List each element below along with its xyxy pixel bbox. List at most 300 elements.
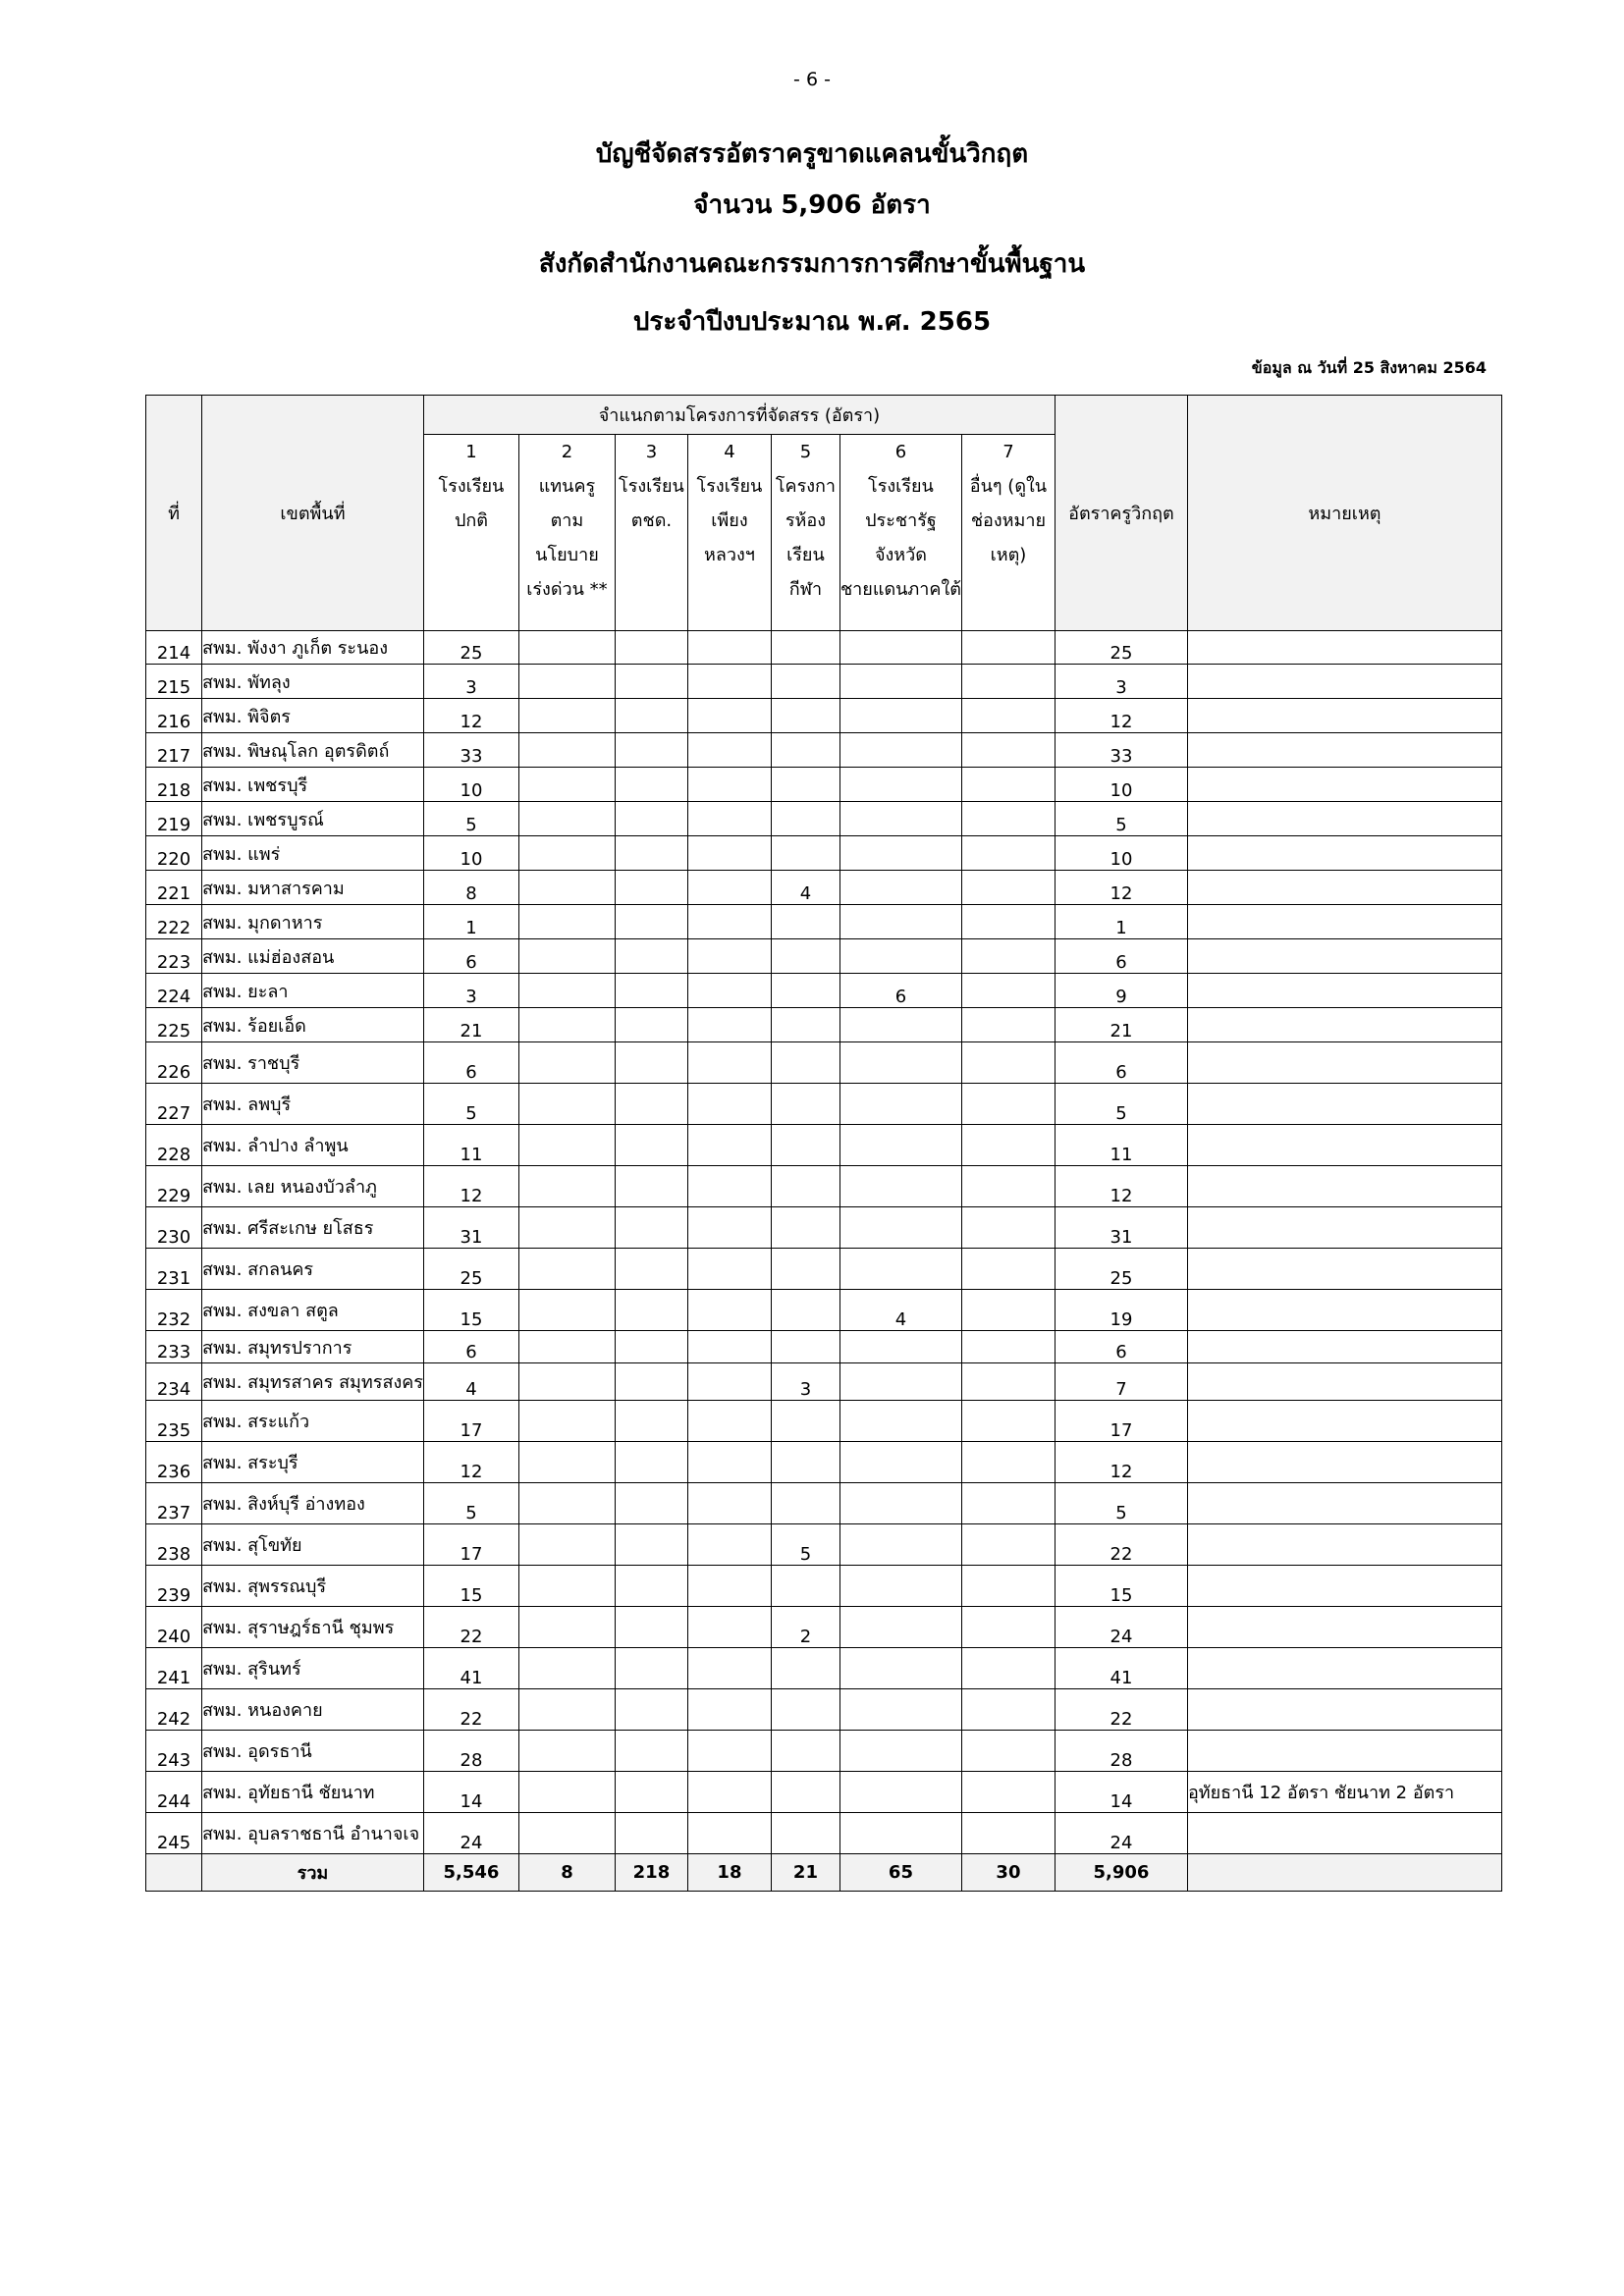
cell-c6	[839, 733, 961, 768]
totals-c6: 65	[839, 1854, 961, 1892]
document-title-line-3: สังกัดสำนักงานคณะกรรมการการศึกษาขั้นพื้นฐาน	[538, 249, 1086, 279]
cell-remark	[1187, 733, 1501, 768]
cell-c4	[687, 1566, 771, 1607]
cell-c2	[518, 802, 615, 836]
cell-c6	[839, 1689, 961, 1731]
header-col-label-line: โรงเรียน	[438, 476, 505, 497]
table-row	[146, 1813, 1502, 1854]
cell-c4	[687, 1813, 771, 1854]
header-col-7	[961, 435, 1055, 631]
cell-area: สพม. อุทัยธานี ชัยนาท	[202, 1772, 424, 1813]
cell-c5	[771, 1689, 839, 1731]
cell-c5	[771, 1813, 839, 1854]
as-of-date: ข้อมูล ณ วันที่ 25 สิงหาคม 2564	[1251, 358, 1487, 377]
cell-no: 230	[146, 1207, 202, 1249]
cell-total: 22	[1055, 1524, 1187, 1566]
cell-c5	[771, 1207, 839, 1249]
table-row	[146, 1084, 1502, 1125]
cell-c5: 2	[771, 1607, 839, 1648]
cell-c6: 6	[839, 974, 961, 1008]
cell-c4	[687, 1008, 771, 1042]
cell-c5	[771, 1483, 839, 1524]
cell-c1: 10	[423, 836, 518, 871]
cell-c2	[518, 1125, 615, 1166]
table-row	[146, 1566, 1502, 1607]
cell-c5	[771, 802, 839, 836]
cell-c5: 4	[771, 871, 839, 905]
cell-no: 220	[146, 836, 202, 871]
cell-c4	[687, 1125, 771, 1166]
cell-c2	[518, 974, 615, 1008]
cell-total: 31	[1055, 1207, 1187, 1249]
cell-total: 10	[1055, 836, 1187, 871]
header-col-label-line: โรงเรียน	[868, 476, 934, 497]
cell-no: 242	[146, 1689, 202, 1731]
cell-no: 219	[146, 802, 202, 836]
cell-remark	[1187, 905, 1501, 939]
cell-total: 6	[1055, 939, 1187, 974]
table-row	[146, 1524, 1502, 1566]
cell-remark	[1187, 1401, 1501, 1442]
cell-c1: 5	[423, 802, 518, 836]
cell-c2	[518, 1207, 615, 1249]
cell-c7	[961, 802, 1055, 836]
cell-c3	[615, 802, 687, 836]
cell-c7	[961, 1084, 1055, 1125]
cell-area: สพม. พิจิตร	[202, 699, 424, 733]
cell-c6	[839, 905, 961, 939]
header-col-label-line: หลวงฯ	[704, 545, 755, 565]
cell-c4	[687, 1042, 771, 1084]
cell-c1: 24	[423, 1813, 518, 1854]
cell-c7	[961, 1042, 1055, 1084]
cell-no: 225	[146, 1008, 202, 1042]
totals-c5: 21	[771, 1854, 839, 1892]
cell-c7	[961, 1125, 1055, 1166]
cell-c4	[687, 1249, 771, 1290]
header-col-label-line: เพียง	[711, 510, 748, 531]
cell-no: 245	[146, 1813, 202, 1854]
cell-area: สพม. หนองคาย	[202, 1689, 424, 1731]
cell-c7	[961, 1166, 1055, 1207]
cell-no: 218	[146, 768, 202, 802]
cell-c3	[615, 1125, 687, 1166]
cell-c1: 31	[423, 1207, 518, 1249]
cell-c5	[771, 974, 839, 1008]
cell-area: สพม. สงขลา สตูล	[202, 1290, 424, 1331]
cell-remark	[1187, 802, 1501, 836]
cell-no: 239	[146, 1566, 202, 1607]
cell-c4	[687, 1363, 771, 1401]
cell-area: สพม. แพร่	[202, 836, 424, 871]
cell-c1: 5	[423, 1084, 518, 1125]
cell-c7	[961, 1401, 1055, 1442]
header-project-group: จำแนกตามโครงการที่จัดสรร (อัตรา)	[423, 396, 1055, 435]
cell-c3	[615, 1363, 687, 1401]
cell-c6	[839, 1249, 961, 1290]
cell-c4	[687, 1689, 771, 1731]
cell-c3	[615, 974, 687, 1008]
table-row	[146, 1483, 1502, 1524]
table-row	[146, 733, 1502, 768]
cell-c5	[771, 1290, 839, 1331]
cell-total: 5	[1055, 1084, 1187, 1125]
header-col-label-line: ตาม	[550, 510, 584, 531]
cell-c5	[771, 1331, 839, 1363]
cell-no: 240	[146, 1607, 202, 1648]
cell-total: 25	[1055, 1249, 1187, 1290]
cell-total: 12	[1055, 1442, 1187, 1483]
totals-c4: 18	[687, 1854, 771, 1892]
cell-no: 217	[146, 733, 202, 768]
cell-c3	[615, 836, 687, 871]
cell-no: 226	[146, 1042, 202, 1084]
cell-c5	[771, 1166, 839, 1207]
cell-c6	[839, 1442, 961, 1483]
header-col-label-line: แทนครู	[538, 476, 596, 497]
cell-total: 9	[1055, 974, 1187, 1008]
cell-c4	[687, 631, 771, 665]
cell-c1: 10	[423, 768, 518, 802]
totals-total: 5,906	[1055, 1854, 1187, 1892]
cell-c1: 14	[423, 1772, 518, 1813]
cell-area: สพม. ศรีสะเกษ ยโสธร	[202, 1207, 424, 1249]
cell-c2	[518, 1166, 615, 1207]
cell-c4	[687, 905, 771, 939]
header-col-1	[423, 435, 518, 631]
cell-c7	[961, 1008, 1055, 1042]
cell-area: สพม. สระแก้ว	[202, 1401, 424, 1442]
cell-c1: 25	[423, 631, 518, 665]
header-col-2	[518, 435, 615, 631]
cell-c2	[518, 939, 615, 974]
cell-area: สพม. มุกดาหาร	[202, 905, 424, 939]
cell-c2	[518, 1813, 615, 1854]
cell-c3	[615, 768, 687, 802]
cell-c5	[771, 1442, 839, 1483]
cell-no: 233	[146, 1331, 202, 1363]
table-row	[146, 1401, 1502, 1442]
cell-no: 235	[146, 1401, 202, 1442]
cell-c4	[687, 1401, 771, 1442]
cell-total: 3	[1055, 665, 1187, 699]
cell-area: สพม. ร้อยเอ็ด	[202, 1008, 424, 1042]
cell-total: 17	[1055, 1401, 1187, 1442]
cell-c4	[687, 1290, 771, 1331]
cell-c7	[961, 905, 1055, 939]
header-col-6	[839, 435, 961, 631]
cell-no: 232	[146, 1290, 202, 1331]
cell-c7	[961, 871, 1055, 905]
cell-c3	[615, 699, 687, 733]
table-row	[146, 1607, 1502, 1648]
cell-remark	[1187, 1008, 1501, 1042]
cell-remark	[1187, 1207, 1501, 1249]
table-row	[146, 905, 1502, 939]
cell-area: สพม. สกลนคร	[202, 1249, 424, 1290]
document-title-line-4: ประจำปีงบประมาณ พ.ศ. 2565	[632, 307, 992, 337]
table-row	[146, 1207, 1502, 1249]
cell-c6	[839, 699, 961, 733]
header-col-label-line: โครงกา	[775, 476, 837, 497]
header-remark: หมายเหตุ	[1187, 396, 1501, 631]
cell-total: 21	[1055, 1008, 1187, 1042]
header-col-number: 2	[561, 442, 573, 462]
cell-total: 7	[1055, 1363, 1187, 1401]
cell-c1: 3	[423, 665, 518, 699]
cell-c4	[687, 1607, 771, 1648]
cell-area: สพม. อุบลราชธานี อำนาจเจ	[202, 1813, 424, 1854]
cell-c6	[839, 1401, 961, 1442]
cell-c4	[687, 1483, 771, 1524]
cell-c2	[518, 1401, 615, 1442]
cell-c3	[615, 1772, 687, 1813]
cell-c3	[615, 1442, 687, 1483]
cell-no: 214	[146, 631, 202, 665]
cell-remark	[1187, 1607, 1501, 1648]
cell-c3	[615, 1166, 687, 1207]
header-col-label-line: ตชด.	[630, 510, 673, 531]
cell-c1: 4	[423, 1363, 518, 1401]
cell-c1: 22	[423, 1689, 518, 1731]
table-row	[146, 665, 1502, 699]
cell-no: 236	[146, 1442, 202, 1483]
header-col-label-line: อื่นๆ (ดูใน	[969, 476, 1048, 497]
table-row	[146, 1648, 1502, 1689]
cell-c2	[518, 905, 615, 939]
cell-c7	[961, 1524, 1055, 1566]
cell-c6	[839, 1207, 961, 1249]
cell-area: สพม. สุพรรณบุรี	[202, 1566, 424, 1607]
totals-c2: 8	[518, 1854, 615, 1892]
cell-c1: 8	[423, 871, 518, 905]
cell-remark	[1187, 1731, 1501, 1772]
cell-total: 14	[1055, 1772, 1187, 1813]
cell-total: 10	[1055, 768, 1187, 802]
cell-no: 227	[146, 1084, 202, 1125]
header-col-5	[771, 435, 839, 631]
cell-c6: 4	[839, 1290, 961, 1331]
cell-c3	[615, 733, 687, 768]
header-col-label-line: ประชารัฐ	[865, 510, 937, 531]
cell-remark: อุทัยธานี 12 อัตรา ชัยนาท 2 อัตรา	[1187, 1772, 1501, 1813]
cell-no: 241	[146, 1648, 202, 1689]
cell-c3	[615, 905, 687, 939]
cell-no: 238	[146, 1524, 202, 1566]
cell-c7	[961, 1648, 1055, 1689]
cell-area: สพม. ลำปาง ลำพูน	[202, 1125, 424, 1166]
cell-c1: 3	[423, 974, 518, 1008]
cell-remark	[1187, 1125, 1501, 1166]
cell-c4	[687, 1524, 771, 1566]
cell-area: สพม. พัทลุง	[202, 665, 424, 699]
cell-c4	[687, 802, 771, 836]
page-number: - 6 -	[793, 69, 831, 90]
cell-remark	[1187, 836, 1501, 871]
cell-no: 224	[146, 974, 202, 1008]
cell-c5	[771, 1772, 839, 1813]
cell-c3	[615, 1607, 687, 1648]
cell-total: 12	[1055, 1166, 1187, 1207]
cell-total: 24	[1055, 1607, 1187, 1648]
cell-c5	[771, 1125, 839, 1166]
cell-c5	[771, 1042, 839, 1084]
cell-total: 19	[1055, 1290, 1187, 1331]
cell-area: สพม. สระบุรี	[202, 1442, 424, 1483]
cell-c1: 12	[423, 699, 518, 733]
cell-c2	[518, 1731, 615, 1772]
cell-c7	[961, 1607, 1055, 1648]
cell-c4	[687, 1648, 771, 1689]
cell-c5	[771, 1401, 839, 1442]
header-col-label-line: เรียน	[786, 545, 825, 565]
cell-c5	[771, 1008, 839, 1042]
cell-c1: 21	[423, 1008, 518, 1042]
cell-c7	[961, 1207, 1055, 1249]
cell-c6	[839, 939, 961, 974]
cell-c3	[615, 1207, 687, 1249]
cell-total: 41	[1055, 1648, 1187, 1689]
cell-c5	[771, 1566, 839, 1607]
cell-c1: 25	[423, 1249, 518, 1290]
cell-total: 15	[1055, 1566, 1187, 1607]
cell-c1: 15	[423, 1566, 518, 1607]
cell-remark	[1187, 665, 1501, 699]
header-col-number: 3	[645, 442, 658, 462]
table-row	[146, 974, 1502, 1008]
cell-c3	[615, 1524, 687, 1566]
cell-c2	[518, 1689, 615, 1731]
cell-c6	[839, 1042, 961, 1084]
cell-c5	[771, 1084, 839, 1125]
cell-c7	[961, 1689, 1055, 1731]
cell-c2	[518, 836, 615, 871]
cell-total: 1	[1055, 905, 1187, 939]
cell-c7	[961, 1483, 1055, 1524]
cell-c6	[839, 1084, 961, 1125]
header-col-number: 4	[724, 442, 735, 462]
cell-c4	[687, 768, 771, 802]
cell-no: 234	[146, 1363, 202, 1401]
cell-remark	[1187, 1689, 1501, 1731]
cell-remark	[1187, 631, 1501, 665]
cell-remark	[1187, 768, 1501, 802]
cell-no: 228	[146, 1125, 202, 1166]
cell-c4	[687, 699, 771, 733]
cell-c2	[518, 1524, 615, 1566]
cell-total: 25	[1055, 631, 1187, 665]
totals-remark	[1187, 1854, 1501, 1892]
cell-c7	[961, 1566, 1055, 1607]
cell-area: สพม. แม่ฮ่องสอน	[202, 939, 424, 974]
cell-c2	[518, 1290, 615, 1331]
cell-area: สพม. สุราษฎร์ธานี ชุมพร	[202, 1607, 424, 1648]
cell-remark	[1187, 939, 1501, 974]
cell-remark	[1187, 1483, 1501, 1524]
cell-c4	[687, 1166, 771, 1207]
cell-total: 12	[1055, 699, 1187, 733]
table-row	[146, 1772, 1502, 1813]
table-row	[146, 1290, 1502, 1331]
cell-area: สพม. สุโขทัย	[202, 1524, 424, 1566]
cell-area: สพม. พิษณุโลก อุตรดิตถ์	[202, 733, 424, 768]
header-col-number: 5	[799, 442, 812, 462]
header-col-label-line: เหตุ)	[990, 545, 1027, 565]
cell-c3	[615, 1689, 687, 1731]
cell-area: สพม. ลพบุรี	[202, 1084, 424, 1125]
cell-area: สพม. สมุทรสาคร สมุทรสงคร	[202, 1363, 424, 1401]
cell-c3	[615, 1731, 687, 1772]
cell-c7	[961, 1772, 1055, 1813]
cell-remark	[1187, 1166, 1501, 1207]
cell-c4	[687, 665, 771, 699]
table-row	[146, 1442, 1502, 1483]
cell-c4	[687, 733, 771, 768]
cell-c7	[961, 939, 1055, 974]
cell-area: สพม. มหาสารคาม	[202, 871, 424, 905]
totals-row	[146, 1854, 1502, 1892]
cell-c3	[615, 1331, 687, 1363]
cell-c7	[961, 733, 1055, 768]
cell-c1: 15	[423, 1290, 518, 1331]
cell-c4	[687, 836, 771, 871]
document-title-line-2: จำนวน 5,906 อัตรา	[693, 190, 931, 220]
totals-c1: 5,546	[423, 1854, 518, 1892]
cell-c4	[687, 1731, 771, 1772]
cell-c7	[961, 768, 1055, 802]
cell-c1: 6	[423, 1042, 518, 1084]
cell-area: สพม. สิงห์บุรี อ่างทอง	[202, 1483, 424, 1524]
cell-total: 5	[1055, 802, 1187, 836]
cell-c1: 12	[423, 1166, 518, 1207]
cell-c6	[839, 802, 961, 836]
cell-c1: 11	[423, 1125, 518, 1166]
table-row	[146, 871, 1502, 905]
header-col-number: 6	[894, 442, 907, 462]
cell-c5: 5	[771, 1524, 839, 1566]
cell-c7	[961, 1363, 1055, 1401]
cell-no: 244	[146, 1772, 202, 1813]
cell-c4	[687, 871, 771, 905]
cell-area: สพม. เพชรบุรี	[202, 768, 424, 802]
cell-c6	[839, 1648, 961, 1689]
cell-c3	[615, 1008, 687, 1042]
cell-c2	[518, 1648, 615, 1689]
cell-c1: 17	[423, 1524, 518, 1566]
table-row	[146, 1331, 1502, 1363]
header-col-label-line: ปกติ	[454, 510, 488, 531]
cell-no: 215	[146, 665, 202, 699]
cell-c7	[961, 836, 1055, 871]
cell-c2	[518, 1084, 615, 1125]
table-row	[146, 1249, 1502, 1290]
cell-c1: 41	[423, 1648, 518, 1689]
totals-blank-cell	[146, 1854, 202, 1892]
cell-c5	[771, 733, 839, 768]
cell-c4	[687, 1084, 771, 1125]
cell-c7	[961, 631, 1055, 665]
header-col-label-line: โรงเรียน	[696, 476, 763, 497]
header-col-4	[687, 435, 771, 631]
cell-c5	[771, 836, 839, 871]
cell-c2	[518, 1363, 615, 1401]
cell-c7	[961, 1813, 1055, 1854]
header-col-label-line: นโยบาย	[535, 545, 599, 565]
cell-c4	[687, 1207, 771, 1249]
cell-c3	[615, 1401, 687, 1442]
cell-c5	[771, 631, 839, 665]
cell-total: 22	[1055, 1689, 1187, 1731]
